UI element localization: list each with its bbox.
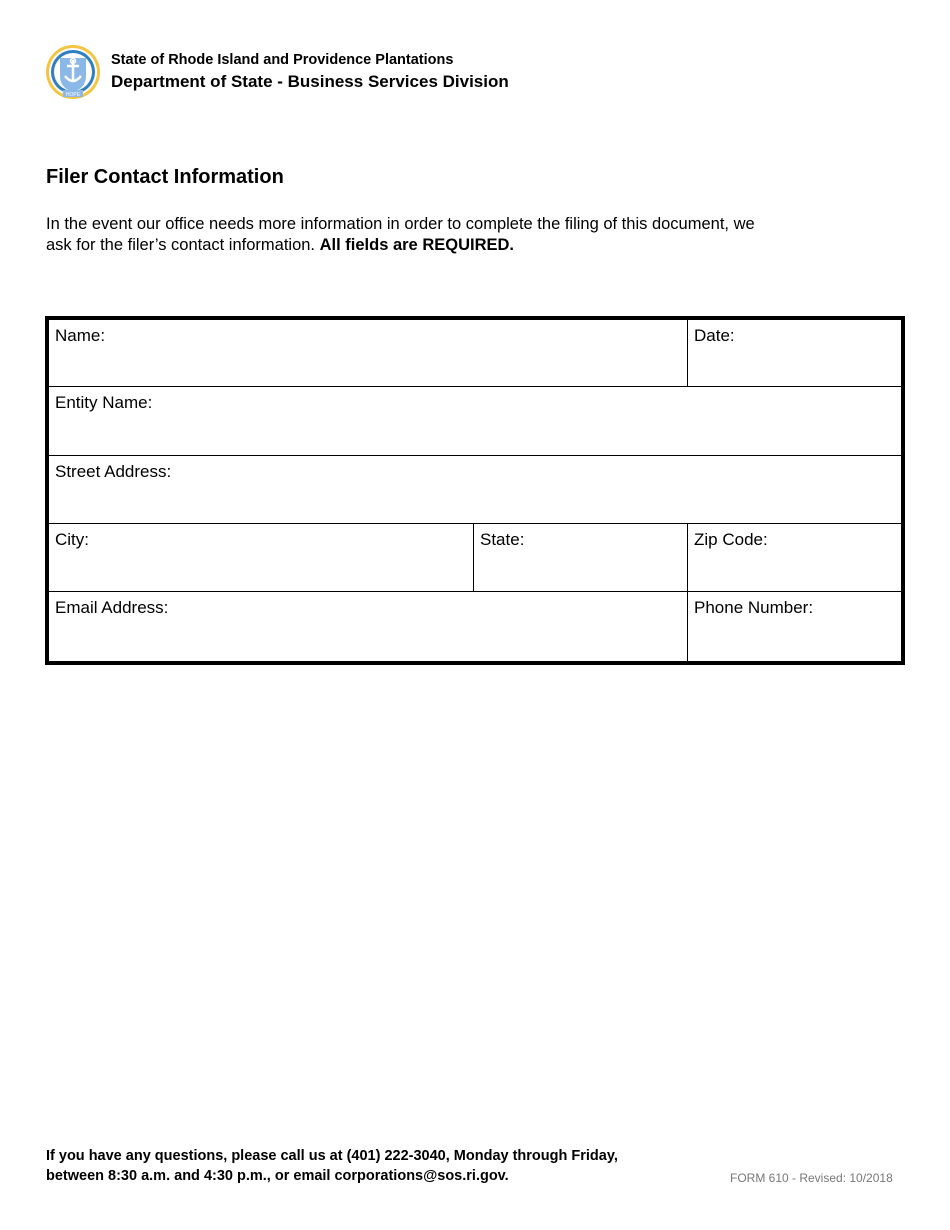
phone-number-label: Phone Number:	[694, 598, 814, 617]
street-address-field[interactable]	[49, 456, 901, 524]
date-label: Date:	[694, 326, 735, 345]
division-name: Department of State - Business Services Division	[111, 72, 509, 91]
entity-name-field[interactable]	[49, 387, 901, 456]
city-field[interactable]	[49, 524, 474, 592]
intro-body: In the event our office needs more information in order to complete the filing of this document, we ask for the filer’s contact information.	[46, 215, 755, 254]
name-field[interactable]	[49, 320, 688, 387]
footer-line-1: If you have any questions, please call us at (401) 222-3040, Monday through Friday,	[46, 1148, 618, 1164]
contact-form-table	[45, 316, 905, 665]
footer-line-2: between 8:30 a.m. and 4:30 p.m., or email corporations@sos.ri.gov.	[46, 1168, 509, 1184]
footer-contact-info	[46, 1146, 618, 1186]
state-field[interactable]	[474, 524, 688, 592]
city-label: City:	[55, 530, 89, 549]
state-seal-logo	[45, 44, 101, 100]
state-label: State:	[480, 530, 525, 549]
form-number: FORM 610 - Revised: 10/2018	[730, 1171, 893, 1185]
street-address-label: Street Address:	[55, 462, 172, 481]
phone-number-field[interactable]	[688, 592, 901, 661]
entity-name-label: Entity Name:	[55, 393, 153, 412]
page-title: Filer Contact Information	[46, 166, 284, 188]
required-note: All fields are REQUIRED.	[319, 236, 514, 254]
date-field[interactable]	[688, 320, 901, 387]
intro-text	[46, 214, 766, 256]
email-label: Email Address:	[55, 598, 169, 617]
zip-code-label: Zip Code:	[694, 530, 768, 549]
svg-text:HOPE: HOPE	[65, 92, 81, 98]
name-label: Name:	[55, 326, 106, 345]
zip-code-field[interactable]	[688, 524, 901, 592]
state-name: State of Rhode Island and Providence Plantations	[111, 52, 454, 68]
email-field[interactable]	[49, 592, 688, 661]
